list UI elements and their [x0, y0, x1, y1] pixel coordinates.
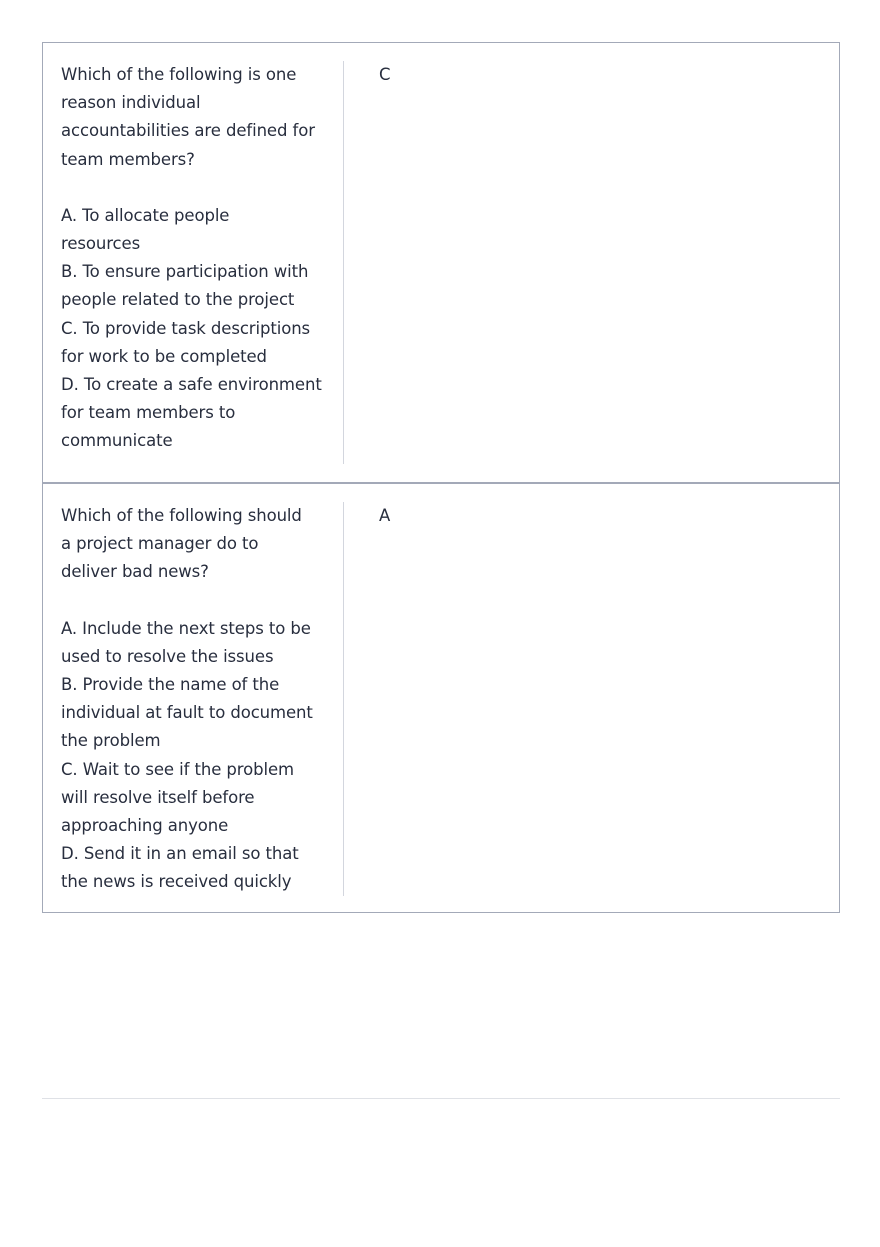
- column-divider: [343, 61, 344, 464]
- spacer: [61, 174, 343, 202]
- option-line: A. To allocate people: [61, 205, 230, 225]
- option-line: for team members to: [61, 403, 236, 423]
- flashcard-answer: A: [379, 506, 391, 525]
- option-line: B. Provide the name of the: [61, 675, 280, 695]
- flashcard-term: [43, 484, 343, 912]
- option-line: D. Send it in an email so that: [61, 844, 299, 864]
- question-line: Which of the following should: [61, 506, 302, 525]
- question-line: Which of the following is one: [61, 65, 297, 84]
- option-line: people related to the project: [61, 290, 295, 310]
- footer-divider: [42, 1098, 840, 1099]
- option-line: the problem: [61, 731, 161, 751]
- question-line: reason individual: [61, 93, 201, 113]
- option-line: C. To provide task descriptions: [61, 318, 311, 338]
- flashcard: [43, 483, 839, 913]
- option-line: D. To create a safe environment: [61, 375, 322, 395]
- option-line: A. Include the next steps to be: [61, 618, 311, 638]
- option-line: used to resolve the issues: [61, 646, 274, 666]
- option-line: the news is received quickly: [61, 872, 292, 892]
- column-divider: [343, 502, 344, 896]
- question-line: accountabilities are defined for: [61, 121, 315, 141]
- option-line: B. To ensure participation with: [61, 262, 309, 282]
- option-line: approaching anyone: [61, 816, 229, 836]
- flashcard-term: [43, 43, 343, 482]
- question-line: team members?: [61, 149, 195, 169]
- option-line: will resolve itself before: [61, 787, 255, 807]
- spacer: [61, 587, 343, 615]
- flashcard-answer: C: [379, 65, 391, 84]
- question-line: a project manager do to: [61, 534, 259, 554]
- option-line: individual at fault to document: [61, 703, 313, 723]
- option-line: for work to be completed: [61, 346, 267, 366]
- flashcard: [43, 43, 839, 483]
- option-line: C. Wait to see if the problem: [61, 759, 294, 779]
- question-line: deliver bad news?: [61, 562, 209, 582]
- flashcard-list: [42, 42, 840, 913]
- option-line: communicate: [61, 431, 173, 451]
- option-line: resources: [61, 234, 141, 254]
